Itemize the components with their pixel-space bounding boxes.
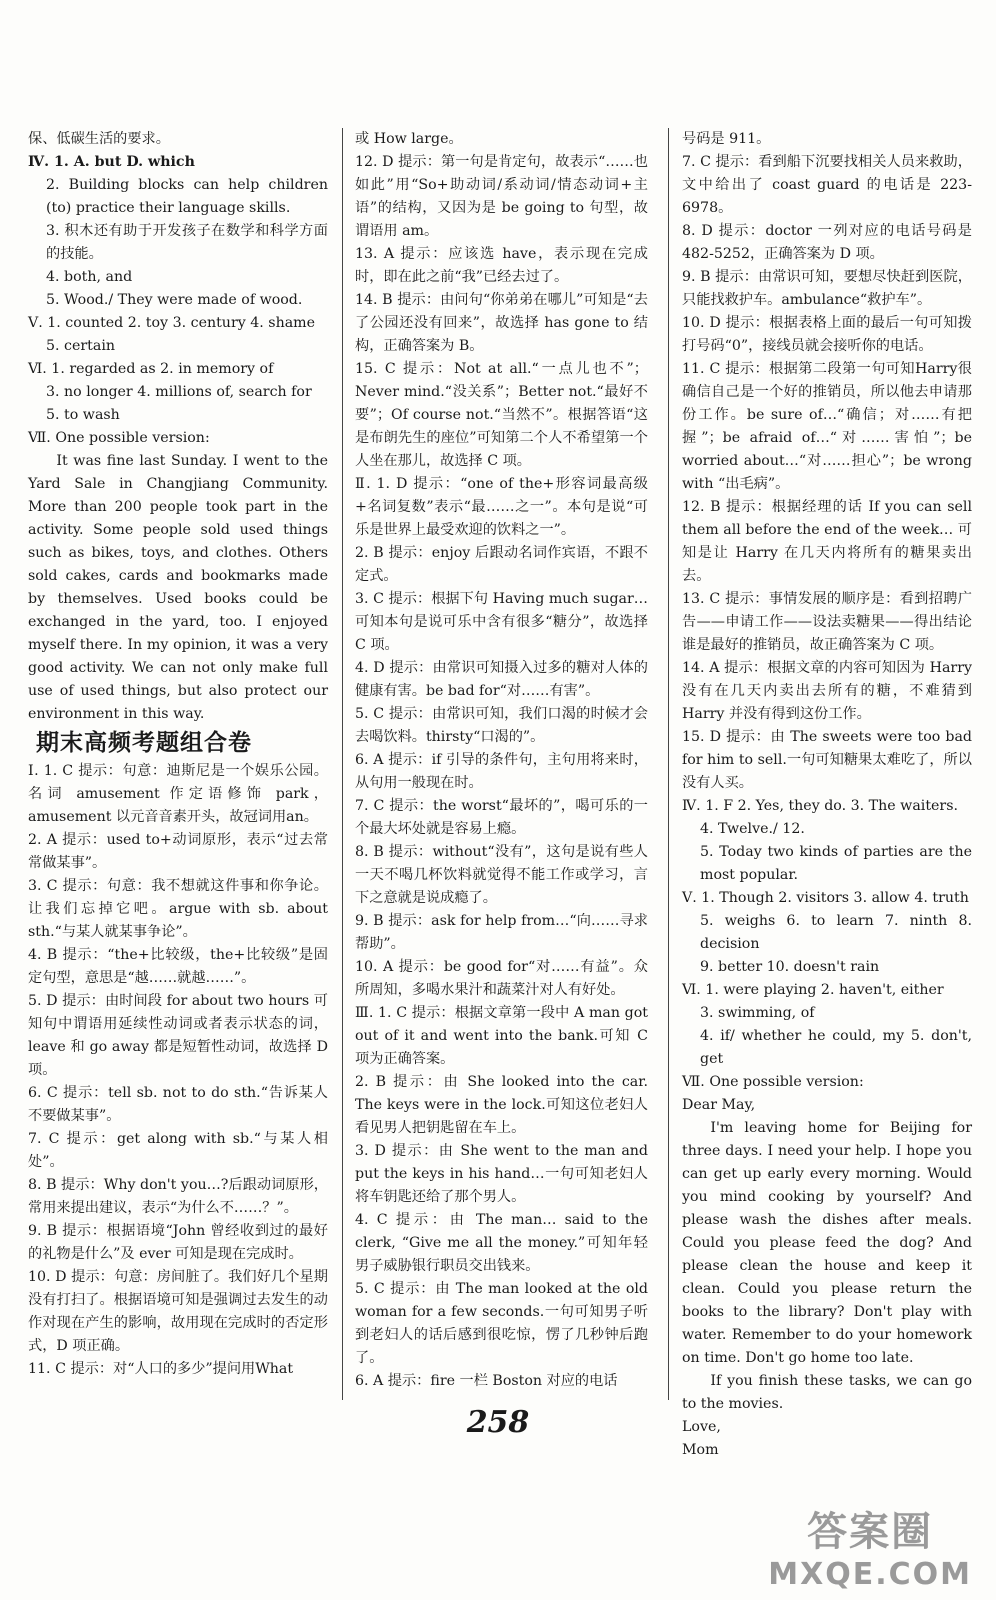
answer-line: 10. A 提示：be good for“对……有益”。众所周知，多喝水果汁和蔬菜汁对人有好处。 bbox=[355, 959, 648, 998]
answer-line: Ⅴ. 1. counted 2. toy 3. century 4. shame bbox=[28, 315, 316, 331]
answer-line: 7. C 提示：看到船下沉要找相关人员来救助，文中给出了 coast guard 的电话是 223-6978。 bbox=[682, 154, 972, 216]
answer-line: 3. C 提示：句意：我不想就这件事和你争论。让我们忘掉它吧。argue with sb. about sth.“与某人就某事争论”。 bbox=[28, 878, 328, 940]
answer-line: Ⅵ. 1. were playing 2. haven't, either bbox=[682, 982, 944, 998]
answer-line: 6. C 提示：tell sb. not to do sth.“告诉某人不要做某事”。 bbox=[28, 1085, 328, 1124]
answer-line: 12. D 提示：第一句是肯定句，故表示“……也如此”用“So+助动词/系动词/情态动词+主语”的结构，又因为是 be going to 句型，故谓语用 am。 bbox=[355, 154, 648, 239]
answer-line: Ⅳ. 1. F 2. Yes, they do. 3. The waiters. bbox=[682, 798, 958, 814]
answer-line: 9. better 10. doesn't rain bbox=[700, 959, 880, 975]
answer-line: 或 How large。 bbox=[355, 131, 463, 147]
answer-line: Ⅴ. 1. Though 2. visitors 3. allow 4. truth bbox=[682, 890, 969, 906]
answer-line: 3. D 提示：由 She went to the man and put the keys in his hand…一句可知老妇人将车钥匙还给了那个男人。 bbox=[355, 1143, 648, 1205]
column-divider-1 bbox=[342, 128, 343, 1400]
sample-letter-body: If you finish these tasks, we can go to the movies. bbox=[682, 1373, 972, 1412]
answer-line: 4. C 提示：由 The man… said to the clerk, “Give me all the money.”可知年轻男子威胁银行职员交出钱来。 bbox=[355, 1212, 648, 1274]
answer-line: 14. A 提示：根据文章的内容可知因为 Harry 没有在几天内卖出去所有的糖，不难猜到 Harry 并没有得到这份工作。 bbox=[682, 660, 972, 722]
answer-line: Ⅳ. 1. A. but D. which bbox=[28, 154, 195, 170]
answer-line: 8. D 提示：doctor 一列对应的电话号码是 482-5252，正确答案为 D 项。 bbox=[682, 223, 972, 262]
letter-closing: Love, bbox=[682, 1419, 721, 1435]
answer-line: 9. B 提示：根据语境“John 曾经收到过的最好的礼物是什么”及 ever 可知是现在完成时。 bbox=[28, 1223, 328, 1262]
answer-line: 2. A 提示：used to+动词原形，表示“过去常常做某事”。 bbox=[28, 832, 328, 871]
answer-line: 7. C 提示：the worst“最坏的”，喝可乐的一个最大坏处就是容易上瘾。 bbox=[355, 798, 648, 837]
section-heading: 期末高频考题组合卷 bbox=[36, 730, 252, 756]
answer-line: 5. to wash bbox=[46, 407, 120, 423]
answer-line: 5. certain bbox=[46, 338, 116, 354]
watermark-url: MXQE.COM bbox=[768, 1557, 972, 1592]
page-number: 258 bbox=[466, 1405, 530, 1440]
letter-signature: Mom bbox=[682, 1442, 719, 1458]
answer-line: 3. swimming, of bbox=[700, 1005, 815, 1021]
answer-line: 9. B 提示：ask for help from…“向……寻求帮助”。 bbox=[355, 913, 648, 952]
answer-line: 11. C 提示：根据第二段第一句可知Harry很确信自己是一个好的推销员，所以他去申请那份工作。be sure of…“确信；对……有把握”；be afraid of…“对……害怕”；be worried about…“对……担心”；be wrong with “出毛病”。 bbox=[682, 361, 972, 492]
answer-line: 6. A 提示：fire 一栏 Boston 对应的电话 bbox=[355, 1373, 618, 1389]
answer-line: Ⅵ. 1. regarded as 2. in memory of bbox=[28, 361, 274, 377]
watermark-logo-text: 答案圈 bbox=[807, 1509, 934, 1555]
answer-line: Ⅶ. One possible version: bbox=[28, 430, 210, 446]
answer-line: 5. C 提示：由 The man looked at the old woman for a few seconds.一句可知男子听到老妇人的话后感到很吃惊，愣了几秒钟后跑了。 bbox=[355, 1281, 648, 1366]
answer-line: 2. B 提示：由 She looked into the car. The keys were in the lock.可知这位老妇人看见男人把钥匙留在车上。 bbox=[355, 1074, 648, 1136]
answer-line: 3. no longer 4. millions of, search for bbox=[46, 384, 312, 400]
answer-line: 13. A 提示：应该选 have，表示现在完成时，即在此之前“我”已经去过了。 bbox=[355, 246, 648, 285]
answer-line: 3. C 提示：根据下句 Having much sugar… 可知本句是说可乐中含有很多“糖分”，故选择 C 项。 bbox=[355, 591, 648, 653]
answer-line: 4. D 提示：由常识可知摄入过多的糖对人体的健康有害。be bad for“对……有害”。 bbox=[355, 660, 648, 699]
answer-line: 13. C 提示：事情发展的顺序是：看到招聘广告——申请工作——设法卖糖果——得出结论谁是最好的推销员，故正确答案为 C 项。 bbox=[682, 591, 972, 653]
answer-line: 5. Wood./ They were made of wood. bbox=[46, 292, 303, 308]
answer-line: 12. B 提示：根据经理的话 If you can sell them all before the end of the week… 可知是让 Harry 在几天内将所有的糖果卖出去。 bbox=[682, 499, 972, 584]
answer-line: 4. Twelve./ 12. bbox=[700, 821, 805, 837]
answer-line: 15. C 提示：Not at all.“一点儿也不”；Never mind.“没关系”；Better not.“最好不要”；Of course not.“当然不”。根据答语“这是布朗先生的座位”可知第二个人不希望第一个人坐在那儿，故选择 C 项。 bbox=[355, 361, 648, 469]
letter-salutation: Dear May, bbox=[682, 1097, 756, 1113]
text-line: 保、低碳生活的要求。 bbox=[28, 131, 170, 147]
answer-line: Ⅰ. 1. C 提示：句意：迪斯尼是一个娱乐公园。名词 amusement 作定语修饰 park，amusement 以元音音素开头，故冠词用an。 bbox=[28, 763, 328, 825]
answer-line: 7. C 提示：get along with sb.“与某人相处”。 bbox=[28, 1131, 328, 1170]
answer-line: 5. C 提示：由常识可知，我们口渴的时候才会去喝饮料。thirsty“口渴的”。 bbox=[355, 706, 648, 745]
answer-line: 3. 积木还有助于开发孩子在数学和科学方面的技能。 bbox=[46, 223, 328, 262]
answer-line: 5. D 提示：由时间段 for about two hours 可知句中谓语用延续性动词或者表示状态的词，leave 和 go away 都是短暂性动词，故选择 D 项。 bbox=[28, 993, 328, 1078]
answer-line: Ⅲ. 1. C 提示：根据文章第一段中 A man got out of it and went into the bank.可知 C 项为正确答案。 bbox=[355, 1005, 648, 1067]
answer-line: 号码是 911。 bbox=[682, 131, 771, 147]
answer-line: 8. B 提示：Why don't you…?后跟动词原形，常用来提出建议，表示“为什么不……？”。 bbox=[28, 1177, 328, 1216]
answer-line: 9. B 提示：由常识可知，要想尽快赶到医院，只能找救护车。ambulance“救护车”。 bbox=[682, 269, 972, 308]
watermark bbox=[768, 1500, 972, 1592]
answer-line: 4. if/ whether he could, my 5. don't, get bbox=[700, 1028, 972, 1067]
answer-line: 2. Building blocks can help children (to) practice their language skills. bbox=[46, 177, 328, 216]
answer-column-1 bbox=[28, 128, 328, 1381]
answer-line: 5. Today two kinds of parties are the most popular. bbox=[700, 844, 972, 883]
answer-line: 4. B 提示：“the+比较级，the+比较级”是固定句型，意思是“越……就越……”。 bbox=[28, 947, 328, 986]
answer-line: 14. B 提示：由问句“你弟弟在哪儿”可知是“去了公园还没有回来”，故选择 has gone to 结构，正确答案为 B。 bbox=[355, 292, 648, 354]
answer-column-2 bbox=[355, 128, 648, 1393]
answer-line: Ⅶ. One possible version: bbox=[682, 1074, 864, 1090]
answer-line: 15. D 提示：由 The sweets were too bad for him to sell.一句可知糖果太难吃了，所以没有人买。 bbox=[682, 729, 972, 791]
answer-line: 2. B 提示：enjoy 后跟动名词作宾语，不跟不定式。 bbox=[355, 545, 648, 584]
sample-essay: It was fine last Sunday. I went to the Yard Sale in Changjiang Community. More than 200 people took part in the activity. Some people sold used things such as bikes, toys, and clothes. Others sold cakes, cards and bookmarks made by themselves. Used books could be exchanged in the yard, too. I enjoyed myself there. In my opinion, it was a very good activity. We can not only make full use of used things, but also protect our environment in this way. bbox=[28, 453, 328, 722]
sample-letter-body: I'm leaving home for Beijing for three days. I need your help. I hope you can get up early every morning. Would you mind cooking by yourself? And please wash the dishes after meals. Could you please feed the dog? And please clean the house and keep it clean. Could you please return the books to the library? Don't play with water. Remember to do your homework on time. Don't go home too late. bbox=[682, 1120, 972, 1366]
answer-line: 5. weighs 6. to learn 7. ninth 8. decision bbox=[700, 913, 972, 952]
answer-line: 10. D 提示：句意：房间脏了。我们好几个星期没有打扫了。根据语境可知是强调过去发生的动作对现在产生的影响，故用现在完成时的否定形式，D 项正确。 bbox=[28, 1269, 328, 1354]
answer-line: 6. A 提示：if 引导的条件句，主句用将来时，从句用一般现在时。 bbox=[355, 752, 648, 791]
column-divider-2 bbox=[668, 128, 669, 1400]
answer-line: Ⅱ. 1. D 提示：“one of the+形容词最高级+名词复数”表示“最……之一”。本句是说“可乐是世界上最受欢迎的饮料之一”。 bbox=[355, 476, 648, 538]
answer-line: 8. B 提示：without“没有”，这句是说有些人一天不喝几杯饮料就觉得不能工作或学习，言下之意就是说成瘾了。 bbox=[355, 844, 648, 906]
answer-line: 10. D 提示：根据表格上面的最后一句可知拨打号码“0”，接线员就会接听你的电话。 bbox=[682, 315, 972, 354]
answer-line: 11. C 提示：对“人口的多少”提问用What bbox=[28, 1361, 294, 1377]
answer-column-3 bbox=[682, 128, 972, 1462]
answer-line: 4. both, and bbox=[46, 269, 133, 285]
